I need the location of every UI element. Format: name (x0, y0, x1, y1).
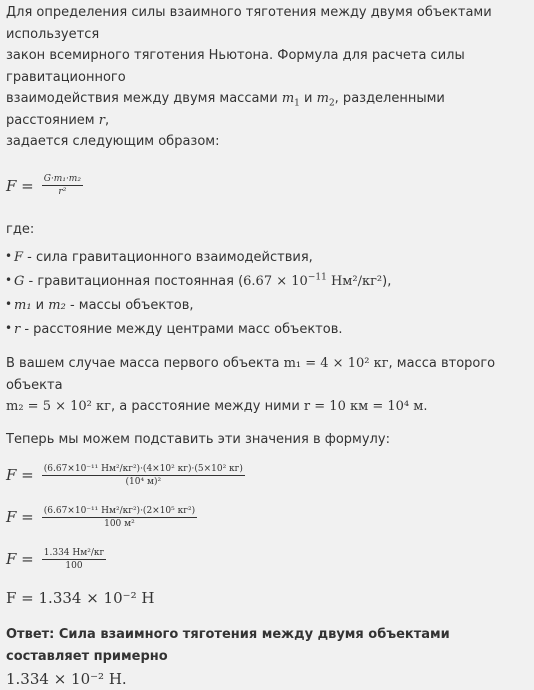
case-line-2: m₂ = 5 × 10² кг, а расстояние между ними r = 10 км = 10⁴ м. (6, 399, 428, 414)
step-1-numerator: (6.67×10⁻¹¹ Нм²/кг²)·(4×10² кг)·(5×10² кг) (43, 463, 243, 474)
step-2-denominator: 100 м² (104, 518, 135, 529)
case-paragraph (6, 353, 528, 418)
step-2-numerator: (6.67×10⁻¹¹ Нм²/кг²)·(2×10⁵ кг²) (43, 505, 196, 516)
intro-line-4: задается следующим образом: (6, 134, 220, 149)
definition-item: • r - расстояние между центрами масс объектов. (8, 318, 528, 342)
formula-step-4 (6, 584, 528, 612)
step-1-denominator: (10⁴ м)² (125, 476, 162, 487)
formula-step-3: F = $\frac{\text{1.334 Нм²/кг}}{100}$ (6, 547, 105, 571)
answer-block (6, 624, 528, 690)
definition-item: • G - гравитационная постоянная ($6.67 \times 10^{-11}$ Нм²/кг²), (8, 270, 528, 294)
step-3-denominator: 100 (65, 560, 83, 571)
intro-paragraph (6, 2, 528, 153)
main-formula: F = $\frac{\text{G·m₁·m₂}}{\text{r²}}$ (6, 174, 81, 197)
definition-item: • m₁ и m₂ - массы объектов, (8, 294, 528, 318)
definitions-list (6, 246, 528, 342)
formula-step-2: F = $\frac{\text{(6.67×10⁻¹¹ Нм²/кг²)·(2×10⁵ кг²)}}{\text{100 м²}}$ (6, 505, 196, 529)
where-label: где: (6, 221, 35, 237)
intro-line-2: закон всемирного тяготения Ньютона. Формула для расчета силы гравитационного (6, 48, 465, 85)
answer-value: 1.334 × 10⁻² Н. (6, 670, 127, 688)
definition-item: • F - сила гравитационного взаимодействия, (8, 246, 528, 270)
answer-label: Ответ: Сила взаимного тяготения между двумя объектами составляет примерно (6, 627, 450, 664)
substitute-text: Теперь мы можем подставить эти значения в формулу: (6, 431, 390, 447)
final-result: F = 1.334 × 10⁻² Н (6, 589, 155, 607)
intro-line-1: Для определения силы взаимного тяготения между двумя объектами используется (6, 5, 492, 42)
formula-step-1: F = $\frac{\text{(6.67×10⁻¹¹ Нм²/кг²)·(4×10² кг)·(5×10² кг)}}{\text{(10⁴ м)²}}$ (6, 463, 243, 487)
main-formula-numerator: G·m₁·m₂ (43, 174, 81, 184)
step-3-numerator: 1.334 Нм²/кг (43, 547, 105, 558)
case-line-1: В вашем случае масса первого объекта m₁ = 4 × 10² кг, масса второго объекта (6, 356, 496, 393)
intro-line-3: взаимодействия между двумя массами $m_1$ и $m_2$, разделенными расстоянием r, (6, 91, 445, 128)
main-formula-denominator: r² (58, 187, 67, 197)
